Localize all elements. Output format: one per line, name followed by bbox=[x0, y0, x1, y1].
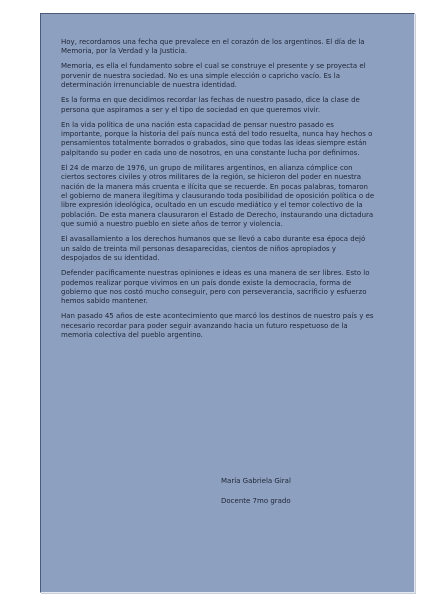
paragraph-5: El 24 de marzo de 1976, un grupo de militares argentinos, en alianza cómplice con ciertos sectores civiles y otros militares de la región, se hicieron del poder en nuestra nación de la manera más cruenta e ilícita que se recuerde. En pocas palabras, tomaron el gobierno de manera ilegítima y clausurando toda posibilidad de oposición política o de libre expresión ideológica, ocultado en un escudo mediático y el temor colectivo de la población. De esta manera clausuraron el Estado de Derecho, instaurando una dictadura que sumió a nuestro pueblo en siete años de terror y violencia. bbox=[61, 163, 375, 229]
paragraph-8: Han pasado 45 años de este acontecimiento que marcó los destinos de nuestro país y es necesario recordar para poder seguir avanzando hacia un futuro respetuoso de la memoria colectiva del pueblo argentino. bbox=[61, 312, 374, 340]
paragraph-1: Hoy, recordamos una fecha que prevalece en el corazón de los argentinos. El día de la Memoria, por la Verdad y la Justicia. bbox=[61, 38, 365, 56]
signature-name: María Gabriela Giral bbox=[221, 477, 291, 485]
paragraph-7: Defender pacíficamente nuestras opiniones e ideas es una manera de ser libres. Esto lo podemos realizar porque vivimos en un país donde existe la democracia, forma de gobierno que nos costó mucho conseguir, pero con perseverancia, sacrificio y esfuerzo hemos sabido mantener. bbox=[61, 269, 370, 306]
paragraph-4: En la vida política de una nación esta capacidad de pensar nuestro pasado es importante, porque la historia del país nunca está del todo resuelta, nunca hay hechos o pensamientos totalmente borrados o grabados, sino que todas las ideas siempre están palpitando su poder en cada uno de nosotros, en una constante lucha por definirnos. bbox=[61, 120, 373, 157]
paragraph-3: Es la forma en que decidimos recordar las fechas de nuestro pasado, dice la clase de persona que aspiramos a ser y el tipo de sociedad en que queremos vivir. bbox=[61, 96, 360, 114]
signature-block bbox=[221, 477, 291, 517]
paragraph-2: Memoria, es ella el fundamento sobre el cual se construye el presente y se proyecta el porvenir de nuestra sociedad. No es una simple elección o capricho vacío. Es la determinación irrenunciable de nuestra identidad. bbox=[61, 62, 366, 90]
paragraph-6: El avasallamiento a los derechos humanos que se llevó a cabo durante esa época dejó un saldo de treinta mil personas desaparecidas, cientos de niños apropiados y despojados de su identidad. bbox=[61, 235, 366, 263]
signature-role: Docente 7mo grado bbox=[221, 497, 291, 505]
document-body bbox=[61, 38, 376, 346]
document-page bbox=[40, 13, 415, 593]
